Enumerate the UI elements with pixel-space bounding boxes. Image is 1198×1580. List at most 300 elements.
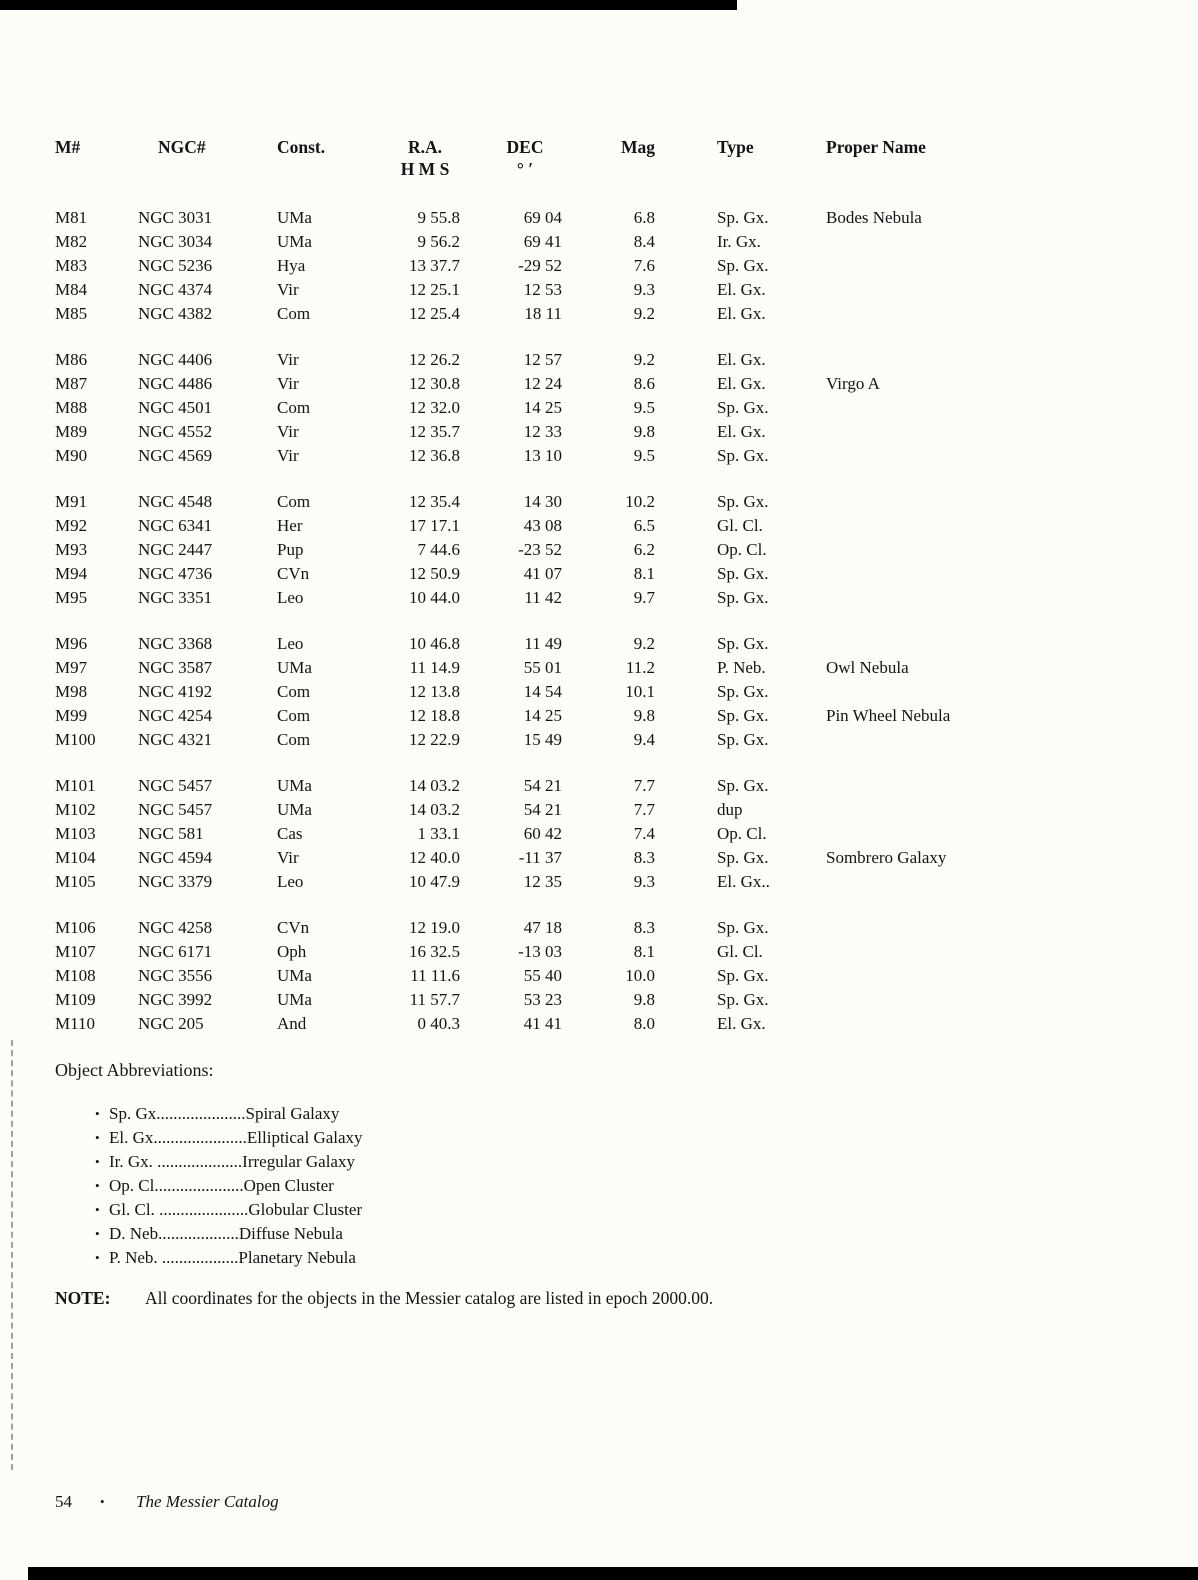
book-title: The Messier Catalog [136, 1492, 279, 1511]
abbreviation-meaning: Irregular Galaxy [242, 1152, 355, 1171]
cell-constellation: UMa [277, 776, 312, 795]
cell-m-number: M87 [55, 374, 88, 393]
cell-proper-name [826, 586, 1158, 610]
cell-ra: 14 03.2 [409, 800, 460, 819]
cell-mag: 9.5 [633, 398, 655, 417]
cell-mag: 9.8 [633, 990, 655, 1009]
cell-m-number: M104 [55, 848, 96, 867]
cell-constellation: Pup [277, 540, 304, 559]
dotted-leader: .................... [158, 1176, 244, 1195]
table-row [55, 1012, 1158, 1036]
cell-ra: 0 40.3 [417, 1014, 460, 1033]
cell-type: Sp. Gx. [717, 446, 769, 465]
header-mag: Mag [620, 137, 655, 157]
cell-type: dup [717, 800, 743, 819]
cell-type: El. Gx. [717, 422, 766, 441]
cell-mag: 8.6 [633, 374, 655, 393]
cell-mag: 7.6 [633, 256, 655, 275]
cell-ra: 11 14.9 [409, 658, 460, 677]
cell-ra: 1 33.1 [417, 824, 460, 843]
dotted-leader: ..................... [157, 1128, 247, 1147]
cell-m-number: M82 [55, 232, 88, 251]
cell-type: El. Gx.. [717, 872, 770, 891]
cell-constellation: CVn [277, 918, 310, 937]
page-number: 54 [55, 1492, 72, 1511]
table-row [55, 562, 1158, 586]
cell-type: Gl. Cl. [717, 516, 763, 535]
cell-m-number: M102 [55, 800, 96, 819]
cell-proper-name [826, 302, 1158, 326]
cell-ngc-number: NGC 3031 [138, 208, 213, 227]
cell-type: El. Gx. [717, 374, 766, 393]
cell-ra: 11 11.6 [410, 966, 460, 985]
cell-m-number: M110 [55, 1014, 95, 1033]
cell-constellation: And [277, 1014, 307, 1033]
cell-ra: 12 32.0 [409, 398, 460, 417]
bullet-icon: • [95, 1178, 100, 1193]
cell-dec: 12 53 [523, 280, 562, 299]
cell-dec: 11 49 [524, 634, 562, 653]
cell-proper-name [826, 822, 1158, 846]
cell-ngc-number: NGC 4552 [138, 422, 213, 441]
abbreviation-meaning: Spiral Galaxy [245, 1104, 340, 1123]
table-row [55, 348, 1158, 372]
abbreviation-item [95, 1102, 1158, 1126]
cell-mag: 9.2 [633, 350, 655, 369]
cell-constellation: Leo [277, 634, 304, 653]
cell-dec: 69 41 [523, 232, 562, 251]
cell-proper-name: Owl Nebula [826, 658, 909, 677]
cell-type: Op. Cl. [717, 824, 767, 843]
cell-constellation: Com [277, 682, 311, 701]
table-row [55, 988, 1158, 1012]
cell-m-number: M93 [55, 540, 88, 559]
cell-type: Op. Cl. [717, 540, 767, 559]
cell-proper-name [826, 940, 1158, 964]
abbreviation-code: Gl. Cl. [109, 1200, 160, 1219]
cell-constellation: Com [277, 304, 311, 323]
abbreviation-meaning: Open Cluster [243, 1176, 334, 1195]
cell-m-number: M94 [55, 564, 88, 583]
table-row [55, 372, 1158, 396]
cell-ra: 12 22.9 [409, 730, 460, 749]
cell-type: Sp. Gx. [717, 256, 769, 275]
cell-ngc-number: NGC 4736 [138, 564, 213, 583]
cell-ra: 12 25.1 [409, 280, 460, 299]
cell-dec: 12 24 [523, 374, 562, 393]
cell-dec: 14 25 [523, 398, 562, 417]
cell-mag: 9.2 [633, 634, 655, 653]
cell-ngc-number: NGC 3556 [138, 966, 213, 985]
bullet-icon: • [95, 1106, 100, 1121]
cell-proper-name [826, 348, 1158, 372]
table-header-row-1 [55, 136, 1158, 158]
scan-artifact-left-marks [11, 1040, 13, 1470]
header-ngc-number: NGC# [158, 137, 206, 157]
cell-type: El. Gx. [717, 350, 766, 369]
cell-type: Sp. Gx. [717, 730, 769, 749]
cell-m-number: M107 [55, 942, 96, 961]
cell-mag: 9.2 [633, 304, 655, 323]
cell-ra: 12 19.0 [409, 918, 460, 937]
cell-dec: 54 21 [523, 776, 562, 795]
cell-ngc-number: NGC 3351 [138, 588, 213, 607]
note-label: NOTE: [55, 1288, 111, 1308]
cell-ngc-number: NGC 2447 [138, 540, 213, 559]
table-row [55, 940, 1158, 964]
cell-dec: 15 49 [523, 730, 562, 749]
cell-proper-name [826, 632, 1158, 656]
cell-dec: 12 35 [523, 872, 562, 891]
cell-type: Sp. Gx. [717, 682, 769, 701]
cell-m-number: M89 [55, 422, 88, 441]
cell-m-number: M97 [55, 658, 88, 677]
abbreviation-item [95, 1150, 1158, 1174]
table-row [55, 302, 1158, 326]
note-line [55, 1286, 1158, 1310]
cell-dec: 14 54 [523, 682, 562, 701]
cell-proper-name [826, 964, 1158, 988]
cell-dec: 69 04 [523, 208, 562, 227]
cell-mag: 8.3 [633, 918, 655, 937]
cell-ra: 7 44.6 [417, 540, 460, 559]
bullet-icon: • [95, 1130, 100, 1145]
cell-dec: 41 07 [523, 564, 562, 583]
cell-proper-name: Bodes Nebula [826, 208, 922, 227]
header-spacer [655, 158, 826, 180]
cell-mag: 9.8 [633, 706, 655, 725]
cell-constellation: UMa [277, 800, 312, 819]
header-type: Type [717, 137, 754, 157]
header-spacer [277, 158, 390, 180]
cell-constellation: Vir [277, 280, 299, 299]
cell-ra: 10 47.9 [409, 872, 460, 891]
cell-proper-name [826, 562, 1158, 586]
table-row-group [55, 632, 1158, 752]
cell-type: Sp. Gx. [717, 776, 769, 795]
cell-ngc-number: NGC 4321 [138, 730, 213, 749]
note-text: All coordinates for the objects in the Messier catalog are listed in epoch 2000.00. [145, 1288, 714, 1308]
cell-type: El. Gx. [717, 280, 766, 299]
cell-proper-name [826, 798, 1158, 822]
cell-ngc-number: NGC 4501 [138, 398, 213, 417]
cell-type: Sp. Gx. [717, 398, 769, 417]
abbreviation-item [95, 1126, 1158, 1150]
cell-ngc-number: NGC 205 [138, 1014, 204, 1033]
table-row [55, 586, 1158, 610]
cell-dec: 14 30 [523, 492, 562, 511]
cell-m-number: M101 [55, 776, 96, 795]
table-header [55, 136, 1158, 180]
cell-type: Sp. Gx. [717, 990, 769, 1009]
cell-proper-name [826, 916, 1158, 940]
cell-type: Gl. Cl. [717, 942, 763, 961]
abbreviations-section [55, 1058, 1158, 1270]
cell-mag: 8.0 [633, 1014, 655, 1033]
cell-dec: 47 18 [523, 918, 562, 937]
abbreviation-meaning: Globular Cluster [248, 1200, 363, 1219]
cell-m-number: M85 [55, 304, 88, 323]
scan-artifact-top-bar [0, 0, 737, 10]
cell-m-number: M109 [55, 990, 96, 1009]
cell-m-number: M96 [55, 634, 88, 653]
cell-dec: -23 52 [518, 540, 562, 559]
cell-m-number: M98 [55, 682, 88, 701]
cell-mag: 8.1 [633, 564, 655, 583]
cell-proper-name: Virgo A [826, 374, 880, 393]
cell-mag: 9.5 [633, 446, 655, 465]
cell-ra: 12 36.8 [409, 446, 460, 465]
table-row [55, 964, 1158, 988]
cell-proper-name [826, 254, 1158, 278]
cell-mag: 8.3 [633, 848, 655, 867]
cell-ra: 12 18.8 [409, 706, 460, 725]
table-row [55, 538, 1158, 562]
cell-mag: 8.4 [633, 232, 655, 251]
table-row [55, 728, 1158, 752]
table-header-row-2 [55, 158, 1158, 180]
cell-ra: 17 17.1 [409, 516, 460, 535]
table-row-group [55, 490, 1158, 610]
cell-constellation: UMa [277, 232, 312, 251]
cell-m-number: M90 [55, 446, 88, 465]
cell-type: Sp. Gx. [717, 966, 769, 985]
table-row [55, 656, 1158, 680]
cell-dec: -13 03 [518, 942, 562, 961]
table-row [55, 254, 1158, 278]
cell-m-number: M99 [55, 706, 88, 725]
header-spacer [55, 158, 138, 180]
cell-ra: 12 25.4 [409, 304, 460, 323]
cell-dec: 14 25 [523, 706, 562, 725]
cell-proper-name [826, 988, 1158, 1012]
cell-m-number: M83 [55, 256, 88, 275]
table-row-group [55, 206, 1158, 326]
page-footer [55, 1490, 279, 1514]
cell-ra: 12 35.4 [409, 492, 460, 511]
dotted-leader: .................. [162, 1224, 239, 1243]
cell-proper-name [826, 870, 1158, 894]
cell-m-number: M84 [55, 280, 88, 299]
cell-ngc-number: NGC 581 [138, 824, 204, 843]
header-spacer [826, 158, 1158, 180]
cell-constellation: Vir [277, 374, 299, 393]
cell-ra: 9 55.8 [417, 208, 460, 227]
dotted-leader: ..................... [159, 1200, 249, 1219]
cell-type: El. Gx. [717, 1014, 766, 1033]
cell-m-number: M91 [55, 492, 88, 511]
header-dec: DEC [506, 137, 544, 157]
abbreviation-code: D. Neb. [109, 1224, 163, 1243]
cell-constellation: Leo [277, 872, 304, 891]
cell-constellation: CVn [277, 564, 310, 583]
bullet-icon: • [95, 1250, 100, 1265]
table-row [55, 870, 1158, 894]
header-spacer [562, 158, 655, 180]
cell-constellation: UMa [277, 990, 312, 1009]
cell-constellation: Com [277, 492, 311, 511]
cell-mag: 8.1 [633, 942, 655, 961]
dotted-leader: .................... [157, 1152, 243, 1171]
cell-m-number: M88 [55, 398, 88, 417]
cell-proper-name: Sombrero Galaxy [826, 848, 947, 867]
abbreviation-item [95, 1198, 1158, 1222]
abbreviation-code: Sp. Gx. [109, 1104, 161, 1123]
cell-ngc-number: NGC 3587 [138, 658, 213, 677]
abbreviation-meaning: Elliptical Galaxy [246, 1128, 363, 1147]
cell-ngc-number: NGC 4486 [138, 374, 213, 393]
cell-ngc-number: NGC 3034 [138, 232, 213, 251]
cell-m-number: M86 [55, 350, 88, 369]
cell-ra: 16 32.5 [409, 942, 460, 961]
cell-type: Sp. Gx. [717, 634, 769, 653]
header-ra: R.A. [407, 137, 443, 157]
table-row [55, 230, 1158, 254]
cell-type: Sp. Gx. [717, 564, 769, 583]
scan-artifact-bottom-bar [28, 1567, 1198, 1580]
abbreviations-heading: Object Abbreviations: [55, 1060, 214, 1080]
bullet-icon: • [95, 1202, 100, 1217]
abbreviation-code: Op. Cl. [109, 1176, 159, 1195]
cell-ra: 12 50.9 [409, 564, 460, 583]
cell-dec: 13 10 [523, 446, 562, 465]
bullet-icon: • [95, 1154, 100, 1169]
cell-m-number: M103 [55, 824, 96, 843]
cell-mag: 7.7 [633, 776, 655, 795]
cell-constellation: Her [277, 516, 303, 535]
cell-proper-name [826, 538, 1158, 562]
header-ra-units: H M S [400, 159, 450, 179]
cell-constellation: Vir [277, 350, 299, 369]
cell-proper-name [826, 680, 1158, 704]
table-row [55, 444, 1158, 468]
cell-constellation: Com [277, 398, 311, 417]
header-proper-name: Proper Name [826, 137, 926, 157]
abbreviation-item [95, 1246, 1158, 1270]
cell-dec: -11 37 [518, 848, 562, 867]
cell-proper-name [826, 774, 1158, 798]
cell-ra: 12 13.8 [409, 682, 460, 701]
cell-ra: 14 03.2 [409, 776, 460, 795]
cell-type: Ir. Gx. [717, 232, 761, 251]
cell-ngc-number: NGC 4192 [138, 682, 213, 701]
table-row-group [55, 916, 1158, 1036]
cell-type: Sp. Gx. [717, 918, 769, 937]
cell-ngc-number: NGC 3992 [138, 990, 213, 1009]
cell-mag: 9.7 [633, 588, 655, 607]
cell-constellation: Vir [277, 848, 299, 867]
cell-proper-name [826, 230, 1158, 254]
cell-ngc-number: NGC 4548 [138, 492, 213, 511]
cell-dec: -29 52 [518, 256, 562, 275]
cell-constellation: Vir [277, 446, 299, 465]
cell-ngc-number: NGC 6171 [138, 942, 213, 961]
dotted-leader: .................... [160, 1104, 246, 1123]
cell-constellation: Cas [277, 824, 303, 843]
abbreviation-code: El. Gx. [109, 1128, 158, 1147]
cell-mag: 9.3 [633, 872, 655, 891]
cell-ngc-number: NGC 5457 [138, 776, 213, 795]
dotted-leader: .................. [161, 1248, 239, 1267]
cell-m-number: M100 [55, 730, 96, 749]
cell-type: Sp. Gx. [717, 588, 769, 607]
cell-mag: 7.4 [633, 824, 655, 843]
table-row-group [55, 348, 1158, 468]
cell-mag: 11.2 [625, 658, 655, 677]
cell-type: Sp. Gx. [717, 208, 769, 227]
footer-bullet: • [100, 1494, 105, 1509]
abbreviation-code: P. Neb. [109, 1248, 162, 1267]
cell-ngc-number: NGC 3379 [138, 872, 213, 891]
table-row [55, 846, 1158, 870]
cell-ngc-number: NGC 4594 [138, 848, 213, 867]
cell-proper-name [826, 278, 1158, 302]
table-row [55, 396, 1158, 420]
messier-table-body [55, 206, 1158, 1036]
abbreviation-meaning: Diffuse Nebula [238, 1224, 343, 1243]
table-row [55, 514, 1158, 538]
table-row [55, 774, 1158, 798]
cell-proper-name [826, 444, 1158, 468]
cell-proper-name [826, 514, 1158, 538]
cell-proper-name [826, 1012, 1158, 1036]
cell-ra: 12 40.0 [409, 848, 460, 867]
cell-mag: 10.1 [625, 682, 655, 701]
cell-proper-name [826, 396, 1158, 420]
cell-dec: 54 21 [523, 800, 562, 819]
cell-ra: 11 57.7 [409, 990, 460, 1009]
cell-mag: 9.4 [633, 730, 655, 749]
cell-ra: 13 37.7 [409, 256, 460, 275]
abbreviations-list [55, 1102, 1158, 1270]
cell-type: Sp. Gx. [717, 848, 769, 867]
cell-m-number: M92 [55, 516, 88, 535]
cell-mag: 9.8 [633, 422, 655, 441]
table-row [55, 206, 1158, 230]
cell-ngc-number: NGC 4254 [138, 706, 213, 725]
cell-dec: 43 08 [523, 516, 562, 535]
table-row [55, 798, 1158, 822]
cell-constellation: Hya [277, 256, 306, 275]
cell-constellation: Oph [277, 942, 307, 961]
cell-dec: 18 11 [524, 304, 562, 323]
cell-ngc-number: NGC 6341 [138, 516, 213, 535]
abbreviation-item [95, 1174, 1158, 1198]
table-row [55, 822, 1158, 846]
cell-constellation: Leo [277, 588, 304, 607]
cell-constellation: Com [277, 706, 311, 725]
cell-dec: 60 42 [523, 824, 562, 843]
table-row [55, 490, 1158, 514]
cell-type: El. Gx. [717, 304, 766, 323]
cell-ngc-number: NGC 4569 [138, 446, 213, 465]
cell-mag: 6.2 [633, 540, 655, 559]
cell-m-number: M95 [55, 588, 88, 607]
cell-mag: 7.7 [633, 800, 655, 819]
cell-dec: 11 42 [524, 588, 562, 607]
cell-constellation: UMa [277, 966, 312, 985]
cell-ngc-number: NGC 4374 [138, 280, 213, 299]
table-row-group [55, 774, 1158, 894]
cell-mag: 10.2 [625, 492, 655, 511]
cell-constellation: Com [277, 730, 311, 749]
cell-dec: 55 40 [523, 966, 562, 985]
header-m-number: M# [55, 137, 81, 157]
cell-proper-name [826, 728, 1158, 752]
abbreviation-meaning: Planetary Nebula [238, 1248, 356, 1267]
cell-mag: 6.8 [633, 208, 655, 227]
cell-constellation: Vir [277, 422, 299, 441]
